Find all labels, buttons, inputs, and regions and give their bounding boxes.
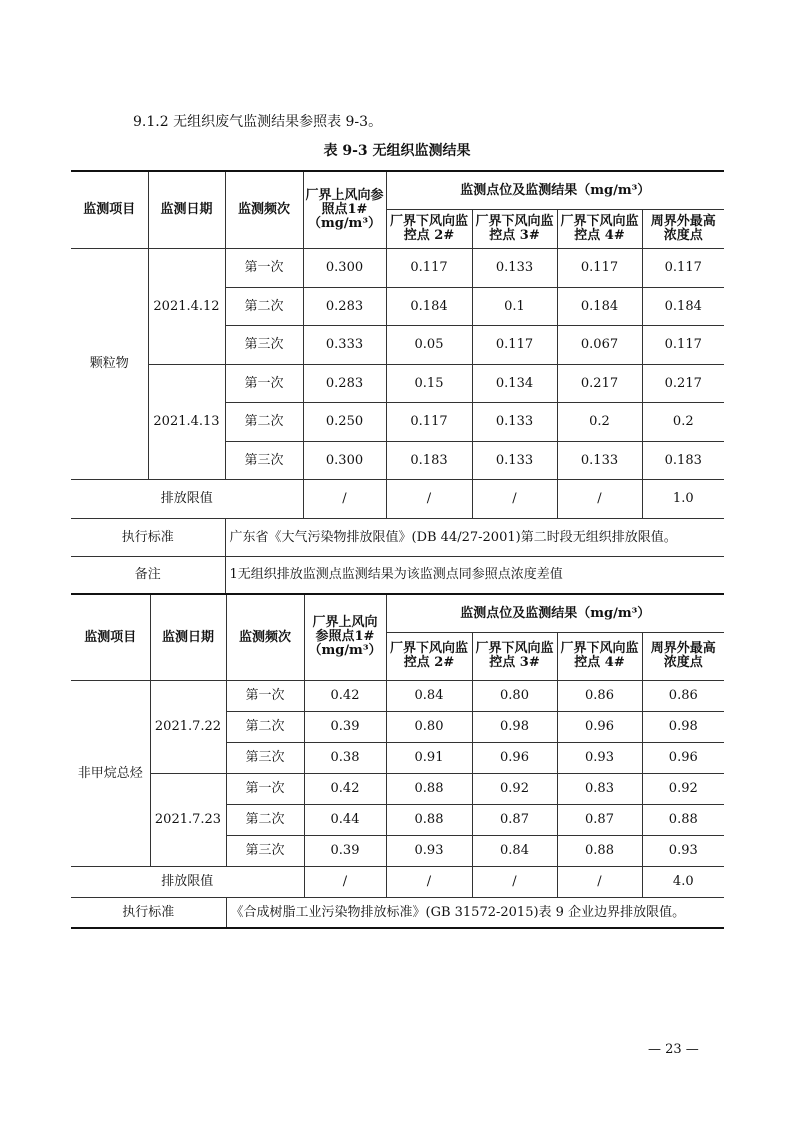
freq-cell: 第三次	[225, 441, 303, 479]
header-date: 监测日期	[148, 171, 225, 248]
value-cell: 0.80	[386, 711, 472, 742]
value-cell: 0.96	[642, 742, 724, 773]
freq-cell: 第三次	[226, 742, 304, 773]
header-max: 周界外最高浓度点	[642, 209, 724, 248]
standard-row	[71, 518, 724, 556]
value-cell: 0.93	[642, 835, 724, 866]
value-cell: 0.217	[642, 364, 724, 402]
freq-cell: 第二次	[226, 804, 304, 835]
value-cell: 0.133	[472, 441, 557, 479]
value-cell: 0.88	[386, 773, 472, 804]
header-freq: 监测频次	[226, 594, 304, 680]
header-date: 监测日期	[150, 594, 226, 680]
limit-cell: /	[472, 866, 557, 897]
value-cell: 0.44	[304, 804, 386, 835]
value-cell: 0.067	[557, 325, 642, 364]
note-row	[71, 556, 724, 594]
value-cell: 0.86	[557, 680, 642, 711]
limit-cell: /	[386, 866, 472, 897]
value-cell: 0.42	[304, 680, 386, 711]
table-row	[71, 773, 724, 804]
standard-text: 广东省《大气污染物排放限值》(DB 44/27-2001)第二时段无组织排放限值。	[225, 518, 724, 556]
value-cell: 0.98	[642, 711, 724, 742]
value-cell: 0.87	[472, 804, 557, 835]
value-cell: 0.133	[557, 441, 642, 479]
header-group: 监测点位及监测结果（mg/m³）	[386, 594, 724, 632]
value-cell: 0.333	[303, 325, 386, 364]
table-row	[71, 364, 724, 402]
value-cell: 0.117	[642, 248, 724, 287]
nmhc-table	[71, 593, 724, 929]
freq-cell: 第三次	[226, 835, 304, 866]
value-cell: 0.39	[304, 835, 386, 866]
freq-cell: 第一次	[225, 364, 303, 402]
limit-cell: /	[304, 866, 386, 897]
standard-label: 执行标准	[71, 518, 225, 556]
table-row	[71, 248, 724, 287]
date-cell: 2021.7.22	[150, 680, 226, 773]
limit-cell: /	[303, 479, 386, 518]
value-cell: 0.80	[472, 680, 557, 711]
value-cell: 0.117	[557, 248, 642, 287]
standard-text: 《合成树脂工业污染物排放标准》(GB 31572-2015)表 9 企业边界排放限值。	[226, 897, 724, 928]
section-intro: 9.1.2 无组织废气监测结果参照表 9-3。	[133, 114, 383, 130]
header-point-2: 厂界下风向监控点 2#	[386, 209, 472, 248]
value-cell: 0.133	[472, 402, 557, 441]
limit-cell: /	[557, 479, 642, 518]
freq-cell: 第二次	[226, 711, 304, 742]
limit-cell: /	[472, 479, 557, 518]
header-point-4: 厂界下风向监控点 4#	[557, 632, 642, 680]
value-cell: 0.133	[472, 248, 557, 287]
header-item: 监测项目	[71, 594, 150, 680]
value-cell: 0.39	[304, 711, 386, 742]
page-number: — 23 —	[648, 1042, 699, 1057]
value-cell: 0.134	[472, 364, 557, 402]
value-cell: 0.88	[642, 804, 724, 835]
value-cell: 0.117	[386, 402, 472, 441]
standard-label: 执行标准	[71, 897, 226, 928]
value-cell: 0.05	[386, 325, 472, 364]
value-cell: 0.283	[303, 364, 386, 402]
date-cell: 2021.4.12	[148, 248, 225, 364]
value-cell: 0.98	[472, 711, 557, 742]
value-cell: 0.117	[386, 248, 472, 287]
value-cell: 0.96	[557, 711, 642, 742]
header-ref: 厂界上风向参照点1#（mg/m³）	[304, 594, 386, 680]
value-cell: 0.183	[386, 441, 472, 479]
value-cell: 0.183	[642, 441, 724, 479]
value-cell: 0.1	[472, 287, 557, 325]
value-cell: 0.250	[303, 402, 386, 441]
limit-row	[71, 866, 724, 897]
value-cell: 0.83	[557, 773, 642, 804]
freq-cell: 第二次	[225, 287, 303, 325]
value-cell: 0.184	[557, 287, 642, 325]
date-cell: 2021.7.23	[150, 773, 226, 866]
limit-cell: 1.0	[642, 479, 724, 518]
table-caption: 表 9-3 无组织监测结果	[323, 143, 471, 159]
value-cell: 0.42	[304, 773, 386, 804]
value-cell: 0.84	[472, 835, 557, 866]
value-cell: 0.96	[472, 742, 557, 773]
value-cell: 0.93	[557, 742, 642, 773]
limit-cell: /	[386, 479, 472, 518]
particulate-table	[71, 170, 724, 595]
header-point-2: 厂界下风向监控点 2#	[386, 632, 472, 680]
value-cell: 0.15	[386, 364, 472, 402]
value-cell: 0.184	[386, 287, 472, 325]
header-max: 周界外最高浓度点	[642, 632, 724, 680]
limit-label: 排放限值	[71, 866, 304, 897]
value-cell: 0.93	[386, 835, 472, 866]
header-item: 监测项目	[71, 171, 148, 248]
value-cell: 0.184	[642, 287, 724, 325]
limit-cell: 4.0	[642, 866, 724, 897]
table-row	[71, 680, 724, 711]
header-ref: 厂界上风向参照点1#（mg/m³）	[303, 171, 386, 248]
note-label: 备注	[71, 556, 225, 594]
header-point-3: 厂界下风向监控点 3#	[472, 209, 557, 248]
value-cell: 0.117	[642, 325, 724, 364]
value-cell: 0.283	[303, 287, 386, 325]
value-cell: 0.91	[386, 742, 472, 773]
value-cell: 0.2	[642, 402, 724, 441]
value-cell: 0.92	[642, 773, 724, 804]
value-cell: 0.300	[303, 441, 386, 479]
header-group: 监测点位及监测结果（mg/m³）	[386, 171, 724, 209]
value-cell: 0.88	[557, 835, 642, 866]
freq-cell: 第一次	[225, 248, 303, 287]
header-point-3: 厂界下风向监控点 3#	[472, 632, 557, 680]
standard-row	[71, 897, 724, 928]
note-text: 1无组织排放监测点监测结果为该监测点同参照点浓度差值	[225, 556, 724, 594]
value-cell: 0.38	[304, 742, 386, 773]
header-point-4: 厂界下风向监控点 4#	[557, 209, 642, 248]
value-cell: 0.88	[386, 804, 472, 835]
value-cell: 0.86	[642, 680, 724, 711]
value-cell: 0.300	[303, 248, 386, 287]
freq-cell: 第一次	[226, 773, 304, 804]
value-cell: 0.2	[557, 402, 642, 441]
freq-cell: 第三次	[225, 325, 303, 364]
value-cell: 0.84	[386, 680, 472, 711]
value-cell: 0.87	[557, 804, 642, 835]
value-cell: 0.217	[557, 364, 642, 402]
limit-cell: /	[557, 866, 642, 897]
item-name: 非甲烷总烃	[71, 680, 150, 866]
freq-cell: 第一次	[226, 680, 304, 711]
value-cell: 0.92	[472, 773, 557, 804]
item-name: 颗粒物	[71, 248, 148, 479]
limit-label: 排放限值	[71, 479, 303, 518]
value-cell: 0.117	[472, 325, 557, 364]
date-cell: 2021.4.13	[148, 364, 225, 479]
header-freq: 监测频次	[225, 171, 303, 248]
freq-cell: 第二次	[225, 402, 303, 441]
limit-row	[71, 479, 724, 518]
